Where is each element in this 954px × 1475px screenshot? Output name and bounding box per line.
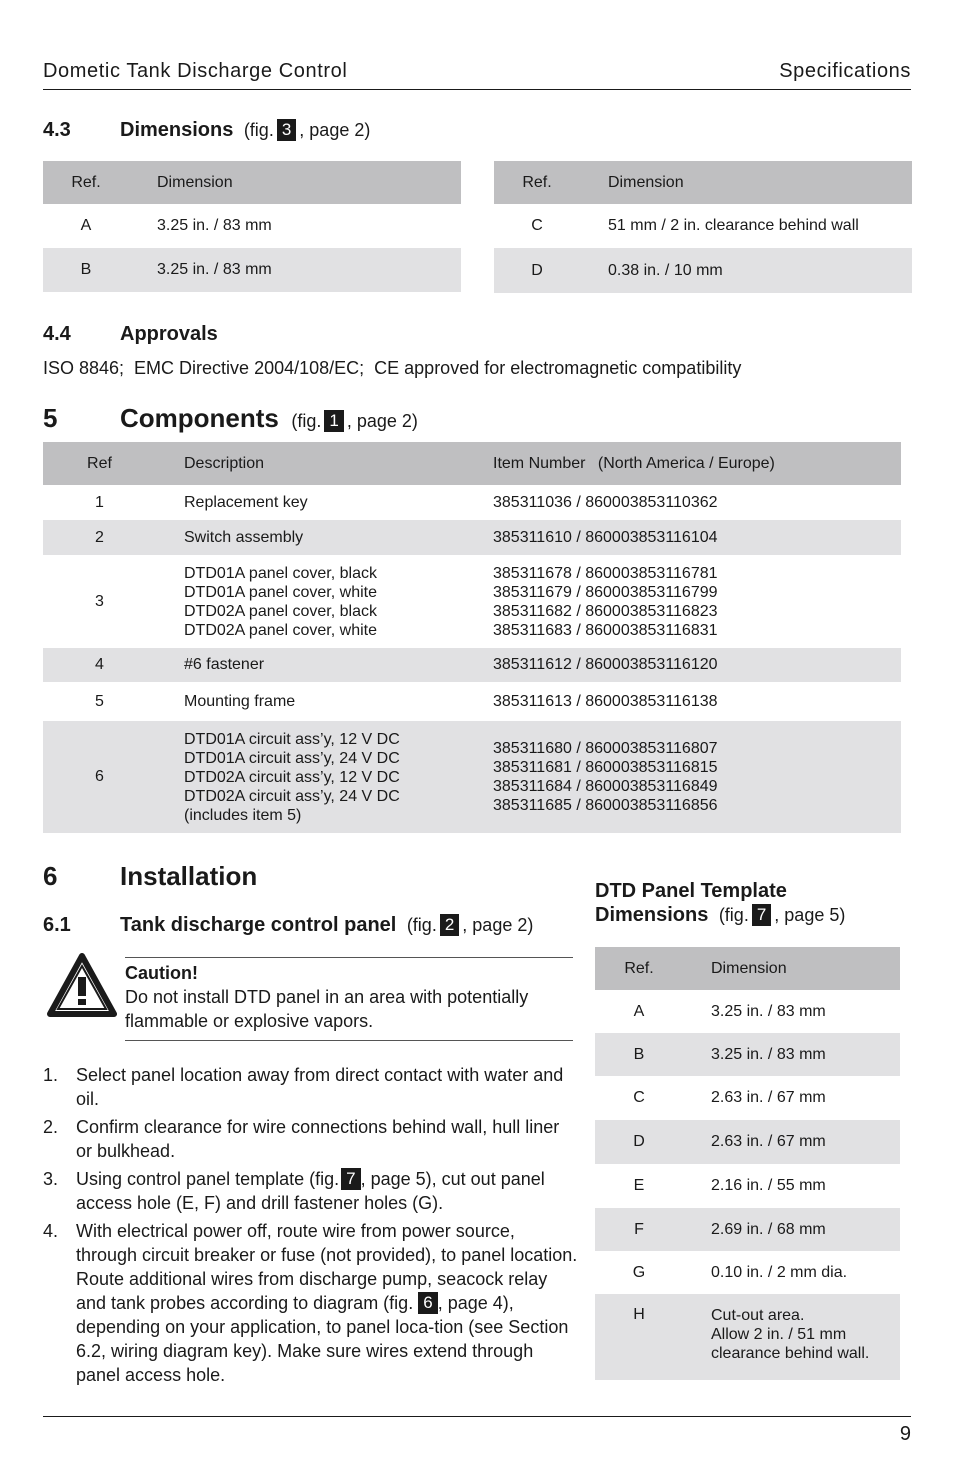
heading-number: 5 (43, 403, 58, 433)
heading-text: Dimensions (120, 119, 234, 141)
table-row (595, 1033, 900, 1076)
cell-ref: A (80, 217, 92, 234)
heading-number: 4.3 (43, 119, 71, 141)
table-row (43, 682, 901, 721)
cell-ref: G (632, 1263, 646, 1281)
template-title-line2 (595, 904, 845, 927)
header-rule (43, 89, 911, 90)
fig-ref-pre: (fig. (718, 905, 749, 925)
step-text: Confirm clearance for wire connections behind wall, hull liner or bulkhead. (76, 1117, 560, 1161)
cell-ref: B (43, 248, 129, 292)
template-title-line1: DTD Panel Template (595, 880, 787, 902)
table-row (43, 648, 901, 682)
step-number: 1. (43, 1065, 59, 1085)
cell-dimension: 0.38 in. / 10 mm (580, 248, 912, 293)
table-row (595, 1251, 900, 1294)
list-item (43, 1219, 578, 1387)
heading-text: Tank discharge control panel (120, 914, 397, 936)
cell-dimension: 2.16 in. / 55 mm (711, 1177, 826, 1194)
step-number: 4. (43, 1221, 59, 1241)
cell-ref: 5 (95, 692, 104, 710)
caution-text: Do not install DTD panel in an area with potentially flammable or explosive vapors. (125, 987, 529, 1031)
cell-description: DTD01A panel cover, black DTD01A panel cover, white DTD02A panel cover, black DTD02A panel cover, white (184, 564, 377, 639)
cell-dimension: 2.63 in. / 67 mm (683, 1120, 900, 1164)
table-row (595, 1076, 900, 1120)
cell-description: Mounting frame (184, 692, 296, 710)
cell-dimension: 51 mm / 2 in. clearance behind wall (608, 217, 859, 234)
table-row (595, 990, 900, 1033)
cell-dimension: Cut-out area. Allow 2 in. / 51 mm clearance behind wall. (683, 1294, 900, 1380)
template-title-text: Dimensions (595, 904, 709, 926)
col-header-ref: Ref. (494, 161, 580, 204)
fig-number-box: 7 (752, 904, 771, 926)
fig-ref-post: , page 2) (346, 411, 418, 431)
heading-6-title: Installation (120, 861, 258, 891)
cell-ref: 1 (95, 493, 104, 511)
template-dimensions-table (595, 947, 900, 1380)
fig-number-box: 3 (277, 119, 296, 141)
table-row (595, 1294, 900, 1380)
cell-ref: C (633, 1089, 645, 1106)
fig-number-box: 6 (418, 1292, 437, 1314)
cell-ref: H (595, 1294, 683, 1380)
fig-ref-post: , page 2) (462, 915, 534, 935)
approvals-text: ISO 8846; EMC Directive 2004/108/EC; CE approved for electromagnetic compatibility (43, 358, 742, 378)
col-header-ref: Ref (43, 442, 156, 485)
table-row (43, 520, 901, 555)
cell-ref: F (595, 1208, 683, 1251)
cell-item-number: 385311612 / 860003853116120 (493, 648, 901, 682)
cell-ref: D (494, 248, 580, 293)
col-header-dimension: Dimension (683, 947, 900, 990)
step-number: 3. (43, 1169, 59, 1189)
fig-ref-post: , page 2) (299, 120, 371, 140)
cell-ref: E (633, 1177, 645, 1194)
table-row (43, 721, 901, 833)
col-header-ref: Ref. (595, 947, 683, 990)
caution-title: Caution! (125, 963, 198, 983)
item-number-label: Item Number (493, 454, 586, 472)
heading-4-3-title (120, 119, 370, 142)
table-row (595, 1120, 900, 1164)
cell-dimension: 0.10 in. / 2 mm dia. (711, 1263, 848, 1281)
table-row (595, 1208, 900, 1251)
step-number: 2. (43, 1117, 59, 1137)
dimensions-table-left (43, 161, 461, 292)
cell-ref: C (531, 217, 543, 234)
table-row (595, 1164, 900, 1208)
heading-number: 6 (43, 861, 58, 891)
table-row (43, 248, 461, 292)
fig-ref-pre: (fig. (291, 411, 322, 431)
heading-number: 6.1 (43, 914, 71, 936)
cell-item-number: 385311680 / 860003853116807 385311681 / 860003853116815 385311684 / 860003853116849 385311685 / 860003853116856 (493, 721, 901, 833)
cell-ref: A (633, 1002, 645, 1020)
table-row (43, 485, 901, 520)
table-row (494, 204, 912, 248)
cell-item-number: 385311678 / 860003853116781 385311679 / 860003853116799 385311682 / 860003853116823 385311683 / 860003853116831 (493, 564, 718, 639)
col-header-description: Description (156, 442, 493, 485)
cell-dimension: 2.63 in. / 67 mm (711, 1089, 826, 1106)
footer-rule (43, 1416, 911, 1417)
fig-number-box: 2 (440, 914, 459, 936)
list-item (43, 1115, 578, 1163)
cell-dimension: 2.69 in. / 68 mm (683, 1208, 900, 1251)
caution-rule-top (125, 957, 573, 958)
cell-description: DTD01A circuit ass’y, 12 V DC DTD01A circuit ass’y, 24 V DC DTD02A circuit ass’y, 12 V DC DTD02A circuit ass’y, 24 V DC (includes item 5) (156, 721, 493, 833)
col-header-ref: Ref. (43, 161, 129, 204)
fig-number-box: 1 (324, 410, 343, 432)
page-number: 9 (899, 1423, 911, 1445)
cell-dimension: 3.25 in. / 83 mm (157, 217, 272, 234)
cell-ref: 6 (43, 721, 156, 833)
cell-ref: 2 (43, 520, 156, 555)
table-row (494, 248, 912, 293)
section-title: Specifications (779, 60, 911, 82)
col-header-item-number (493, 442, 901, 485)
cell-description: Switch assembly (156, 520, 493, 555)
cell-item-number: 385311610 / 860003853116104 (493, 520, 901, 555)
list-item (43, 1063, 578, 1111)
fig-ref-pre: (fig. (406, 915, 437, 935)
fig-ref-post: , page 5) (774, 905, 846, 925)
cell-description: Replacement key (184, 493, 308, 511)
components-table (43, 442, 901, 833)
step-text: Select panel location away from direct contact with water and oil. (76, 1065, 564, 1109)
cell-dimension: 3.25 in. / 83 mm (711, 1002, 826, 1020)
cell-ref: 3 (95, 592, 104, 610)
cell-dimension: 3.25 in. / 83 mm (683, 1033, 900, 1076)
cell-item-number: 385311036 / 860003853110362 (493, 493, 718, 511)
cell-ref: B (595, 1033, 683, 1076)
heading-number: 4.4 (43, 323, 71, 345)
heading-text: Components (120, 403, 279, 433)
caution-rule-bottom (125, 1040, 573, 1041)
fig-number-box: 7 (341, 1168, 360, 1190)
heading-4-4-title: Approvals (120, 323, 218, 345)
col-header-dimension: Dimension (129, 161, 461, 204)
cell-description: #6 fastener (156, 648, 493, 682)
item-number-sub: (North America / Europe) (597, 454, 775, 472)
heading-6-1-title (120, 914, 533, 937)
step-text-cont: , page 4), depending on your application, to panel loca-tion (see Section 6.2, wiring diagram key). Make sure wires extend through panel access hole. (76, 1293, 569, 1385)
cell-dimension: 3.25 in. / 83 mm (129, 248, 461, 292)
table-row (43, 555, 901, 648)
list-item (43, 1167, 578, 1215)
heading-5-title (120, 403, 418, 434)
installation-steps (43, 1063, 578, 1391)
document-title: Dometic Tank Discharge Control (43, 60, 348, 82)
step-text: Using control panel template (fig. (76, 1169, 340, 1189)
warning-triangle-icon (47, 953, 117, 1017)
cell-ref: 4 (43, 648, 156, 682)
cell-item-number: 385311613 / 860003853116138 (493, 692, 718, 710)
step-text: With electrical power off, route wire from power source, through circuit breaker or fuse (not provided), to panel location. Route additional wires from discharge pump, seacock relay and tank probes according to diagram (fig. (76, 1221, 578, 1313)
step-text-cont: , page 5), cut out panel access hole (E, F) and drill fastener holes (G). (76, 1169, 545, 1213)
dimensions-table-right (494, 161, 912, 293)
col-header-dimension: Dimension (580, 161, 912, 204)
table-row (43, 204, 461, 248)
heading-4-3 (43, 119, 71, 142)
cell-ref: D (595, 1120, 683, 1164)
fig-ref-pre: (fig. (243, 120, 274, 140)
